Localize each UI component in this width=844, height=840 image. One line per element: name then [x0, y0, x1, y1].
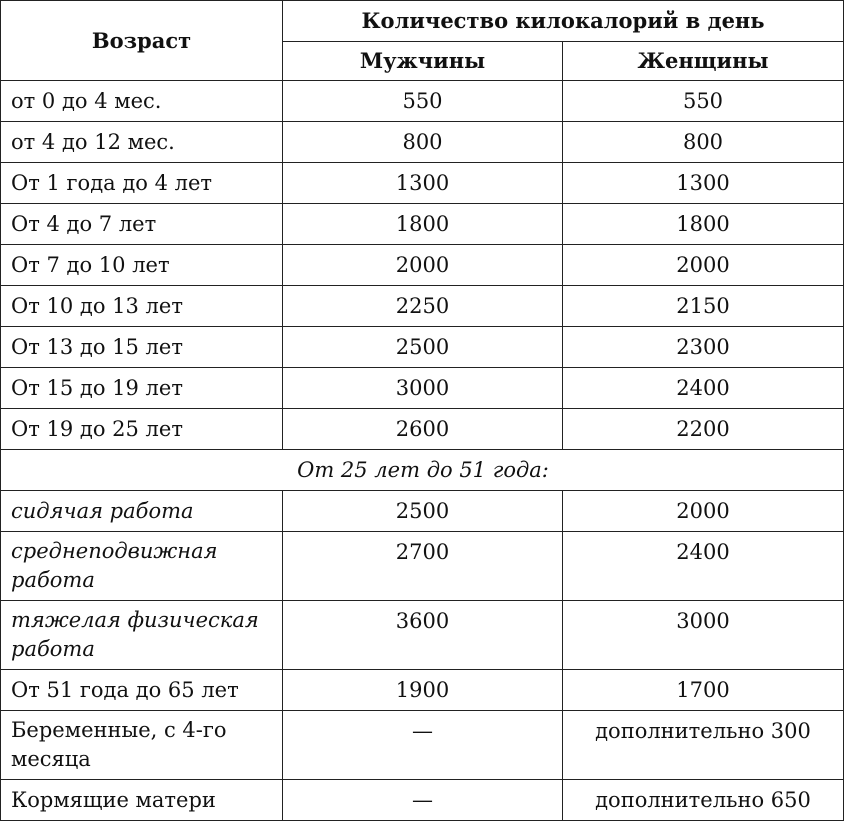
women-value: дополнительно 650	[563, 780, 844, 821]
men-value: 800	[283, 122, 563, 163]
men-value: 1800	[283, 204, 563, 245]
age-cell: Беременные, с 4-го месяца	[1, 711, 283, 780]
table-row	[1, 286, 844, 327]
women-value: 1800	[563, 204, 844, 245]
men-value: 2500	[283, 491, 563, 532]
men-value: 2700	[283, 532, 563, 601]
table-row	[1, 409, 844, 450]
men-value: 2250	[283, 286, 563, 327]
age-cell: сидячая работа	[1, 491, 283, 532]
section-header-row	[1, 450, 844, 491]
men-value: 3000	[283, 368, 563, 409]
women-value: дополнительно 300	[563, 711, 844, 780]
section-title: От 25 лет до 51 года:	[1, 450, 844, 491]
table-row	[1, 122, 844, 163]
table-row	[1, 163, 844, 204]
age-cell: тяжелая физическая работа	[1, 601, 283, 670]
calories-group-header: Количество килокалорий в день	[283, 1, 844, 42]
age-cell: От 4 до 7 лет	[1, 204, 283, 245]
age-cell: От 13 до 15 лет	[1, 327, 283, 368]
women-value: 1700	[563, 670, 844, 711]
men-value: 2000	[283, 245, 563, 286]
women-column-header: Женщины	[563, 42, 844, 81]
table-row	[1, 532, 844, 601]
women-value: 2400	[563, 532, 844, 601]
table-row	[1, 368, 844, 409]
men-value: —	[283, 711, 563, 780]
age-cell: От 19 до 25 лет	[1, 409, 283, 450]
women-value: 1300	[563, 163, 844, 204]
women-value: 2400	[563, 368, 844, 409]
men-column-header: Мужчины	[283, 42, 563, 81]
men-value: 550	[283, 81, 563, 122]
men-value: 1900	[283, 670, 563, 711]
women-value: 3000	[563, 601, 844, 670]
table-row	[1, 711, 844, 780]
table-row	[1, 245, 844, 286]
women-value: 2000	[563, 245, 844, 286]
table-row	[1, 780, 844, 821]
table-row	[1, 670, 844, 711]
age-cell: От 7 до 10 лет	[1, 245, 283, 286]
table-row	[1, 204, 844, 245]
men-value: 3600	[283, 601, 563, 670]
table-row	[1, 327, 844, 368]
men-value: —	[283, 780, 563, 821]
women-value: 800	[563, 122, 844, 163]
women-value: 2000	[563, 491, 844, 532]
age-cell: От 51 года до 65 лет	[1, 670, 283, 711]
table-row	[1, 81, 844, 122]
men-value: 1300	[283, 163, 563, 204]
table-row	[1, 601, 844, 670]
age-cell: От 1 года до 4 лет	[1, 163, 283, 204]
age-cell: От 15 до 19 лет	[1, 368, 283, 409]
men-value: 2500	[283, 327, 563, 368]
men-value: 2600	[283, 409, 563, 450]
women-value: 2200	[563, 409, 844, 450]
table-row	[1, 491, 844, 532]
header-row	[1, 1, 844, 42]
age-column-header: Возраст	[1, 1, 283, 81]
age-cell: среднеподвижная работа	[1, 532, 283, 601]
age-cell: От 10 до 13 лет	[1, 286, 283, 327]
women-value: 2300	[563, 327, 844, 368]
age-cell: Кормящие матери	[1, 780, 283, 821]
age-cell: от 4 до 12 мес.	[1, 122, 283, 163]
women-value: 2150	[563, 286, 844, 327]
age-cell: от 0 до 4 мес.	[1, 81, 283, 122]
women-value: 550	[563, 81, 844, 122]
